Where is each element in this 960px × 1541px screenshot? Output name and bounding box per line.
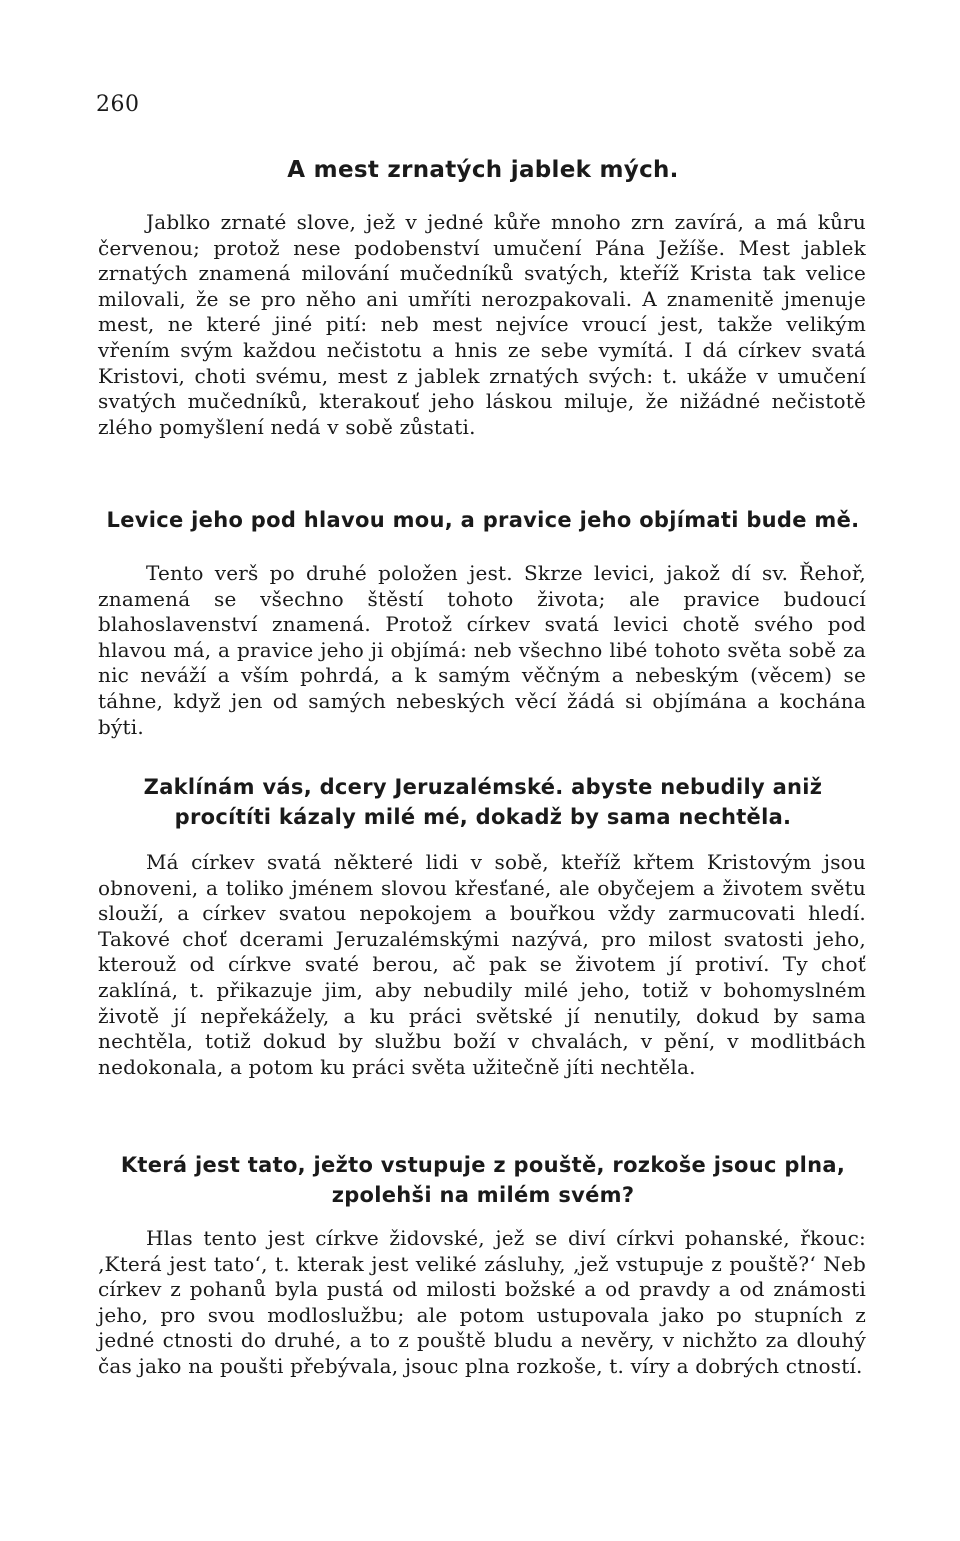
section-paragraph: Hlas tento jest církve židovské, jež se diví církvi pohanské, řkouc: ‚Která jest tato‘, t. kterak jest veliké zásluhy, ‚jež vstupuje z pouště?‘ Neb církev z pohanů byla pustá od milosti božské a od pravdy a od známosti jeho, pro svou modloslužbu; ale potom ustupovala jako po stupních z jedné ctnosti do druhé, a to z pouště bludu a nevěry, v nichžto za dlouhý čas jako na poušti přebývala, jsouc plna rozkoše, t. víry a dobrých ctností. — [98, 1226, 866, 1378]
section-title: Zaklínám vás, dcery Jeruzalémské. abyste nebudily aniž procítíti kázaly milé mé, dokadž by sama nechtěla. — [143, 775, 823, 829]
section-paragraph: Tento verš po druhé položen jest. Skrze levici, jakož dí sv. Řehoř, znamená se všechno štěstí tohoto života; ale pravice budoucí blahoslavenství znamená. Protož církev svatá levici chotě svého pod hlavou má, a pravice jeho ji objímá: neb všechno libé tohoto světa sobě za nic neváží a vším pohrdá, a k samým věčným a nebeským (věcem) se táhne, když jen od samých nebeských věcí žádá si objímána a kochána býti. — [98, 561, 866, 739]
section-title: Levice jeho pod hlavou mou, a pravice jeho objímati bude mě. — [106, 508, 860, 532]
section-title: Která jest tato, ježto vstupuje z pouště, rozkoše jsouc plna, zpolehši na milém svém? — [120, 1153, 846, 1207]
section-title: A mest zrnatých jablek mých. — [287, 157, 679, 183]
section-paragraph: Jablko zrnaté slove, jež v jedné kůře mnoho zrn zavírá, a má kůru červenou; protož nese podobenství umučení Pána Ježíše. Mest jablek zrnatých znamená milování mučedníků svatých, kteříž Krista tak velice milovali, že se pro něho ani umříti nerozpakovali. A znamenitě jmenuje mest, ne které jiné pití: neb mest nejvíce vroucí jest, takže velikým vřením svým každou nečistotu a hnis ze sebe vymítá. I dá církev svatá Kristovi, choti svému, mest z jablek zrnatých svých: t. ukáže v umučení svatých mučedníků, kterakouť jeho láskou miluje, že nižádné nečistotě zlého pomyšlení nedá v sobě zůstati. — [98, 210, 866, 439]
section-paragraph: Má církev svatá některé lidi v sobě, kteříž křtem Kristovým jsou obnoveni, a toliko jménem slovou křesťané, ale obyčejem a životem světu slouží, a církev svatou nepokojem a bouřkou vždy zarmucovati hledí. Takové choť dcerami Jeruzalémskými nazývá, pro milost svatosti jeho, kterouž od církve svaté berou, ač pak se životem jí protiví. Ty choť zaklíná, t. přikazuje jim, aby nebudily milé jeho, totiž v bohomyslném životě jí nepřekážely, a ku práci světské jí nenutily, dokud by sama nechtěla, totiž dokud by službu boží v chvalách, v pění, v modlitbách nedokonala, a potom ku práci světa užitečně jíti nechtěla. — [98, 850, 866, 1079]
page-number: 260 — [96, 92, 140, 117]
